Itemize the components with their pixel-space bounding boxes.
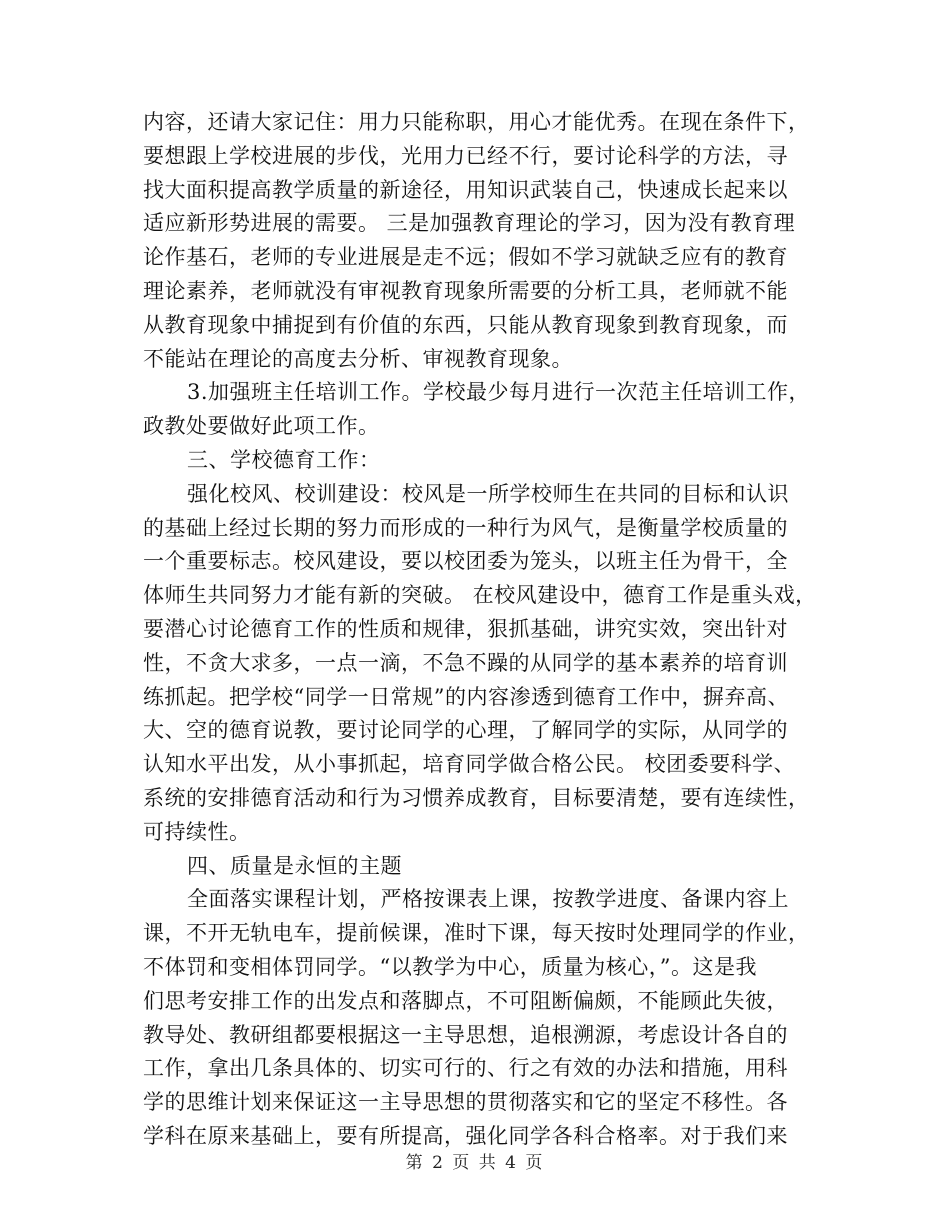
text-line: 3.加强班主任培训工作。学校最少每月进行一次范主任培训工作， [187, 380, 811, 405]
text-line: 三、学校德育工作： [187, 447, 381, 472]
text-line: 找大面积提高教学质量的新途径，用知识武装自己，快速成长起来以 [143, 177, 788, 202]
text-line: 理论素养，老师就没有审视教育现象所需要的分析工具，老师就不能 [143, 278, 788, 303]
text-line: 一个重要标志。校风建设，要以校团委为笼头，以班主任为骨干，全 [143, 549, 788, 574]
text-line: 适应新形势进展的需要。 三是加强教育理论的学习，因为没有教育理 [143, 211, 796, 236]
text-line: 可持续性。 [143, 819, 251, 844]
text-line: 系统的安排德育活动和行为习惯养成教育，目标要清楚，要有连续性， [143, 785, 810, 810]
text-line: 工作，拿出几条具体的、切实可行的、行之有效的办法和措施，用科 [143, 1056, 788, 1081]
text-line: 强化校风、校训建设：校风是一所学校师生在共同的目标和认识 [187, 481, 789, 506]
text-line: 练抓起。把学校“同学一日常规”的内容渗透到德育工作中，摒弃高、 [143, 684, 789, 709]
text-line: 全面落实课程计划，严格按课表上课，按教学进度、备课内容上 [187, 887, 789, 912]
text-line: 要潜心讨论德育工作的性质和规律，狠抓基础，讲究实效，突出针对 [143, 616, 788, 641]
text-line: 学科在原来基础上，要有所提高，强化同学各科合格率。对于我们来 [143, 1123, 788, 1148]
text-line: 认知水平出发，从小事抓起，培育同学做合格公民。 校团委要科学、 [143, 752, 796, 777]
text-line: 体师生共同努力才能有新的突破。 在校风建设中，德育工作是重头戏， [143, 583, 817, 608]
text-line: 大、空的德育说教，要讨论同学的心理，了解同学的实际，从同学的 [143, 718, 788, 743]
text-line: 论作基石，老师的专业进展是走不远；假如不学习就缺乏应有的教育 [143, 245, 788, 270]
text-line: 性，不贪大求多，一点一滴，不急不躁的从同学的基本素养的培育训 [143, 650, 788, 675]
text-line: 不能站在理论的高度去分析、审视教育现象。 [143, 346, 573, 371]
text-line: 政教处要做好此项工作。 [143, 414, 380, 439]
page-footer: 第 2 页 共 4 页 [405, 1153, 545, 1173]
text-line: 四、质量是永恒的主题 [187, 853, 402, 878]
text-line: 教导处、教研组都要根据这一主导思想，追根溯源，考虑设计各自的 [143, 1022, 788, 1047]
text-line: 们思考安排工作的出发点和落脚点，不可阻断偏颇，不能顾此失彼， [143, 988, 788, 1013]
text-line: 的基础上经过长期的努力而形成的一种行为风气，是衡量学校质量的 [143, 515, 788, 540]
text-line: 内容，还请大家记住：用力只能称职，用心才能优秀。在现在条件下， [143, 110, 810, 134]
text-line: 课，不开无轨电车，提前候课，准时下课，每天按时处理同学的作业， [143, 921, 810, 946]
text-line: 要想跟上学校进展的步伐，光用力已经不行，要讨论科学的方法，寻 [143, 143, 788, 168]
body-text [143, 106, 817, 1154]
text-line: 学的思维计划来保证这一主导思想的贯彻落实和它的坚定不移性。各 [143, 1090, 788, 1115]
text-line: 不体罚和变相体罚同学。“以教学为中心，质量为核心，”。这是我 [143, 954, 757, 979]
text-line: 从教育现象中捕捉到有价值的东西，只能从教育现象到教育现象，而 [143, 312, 788, 337]
